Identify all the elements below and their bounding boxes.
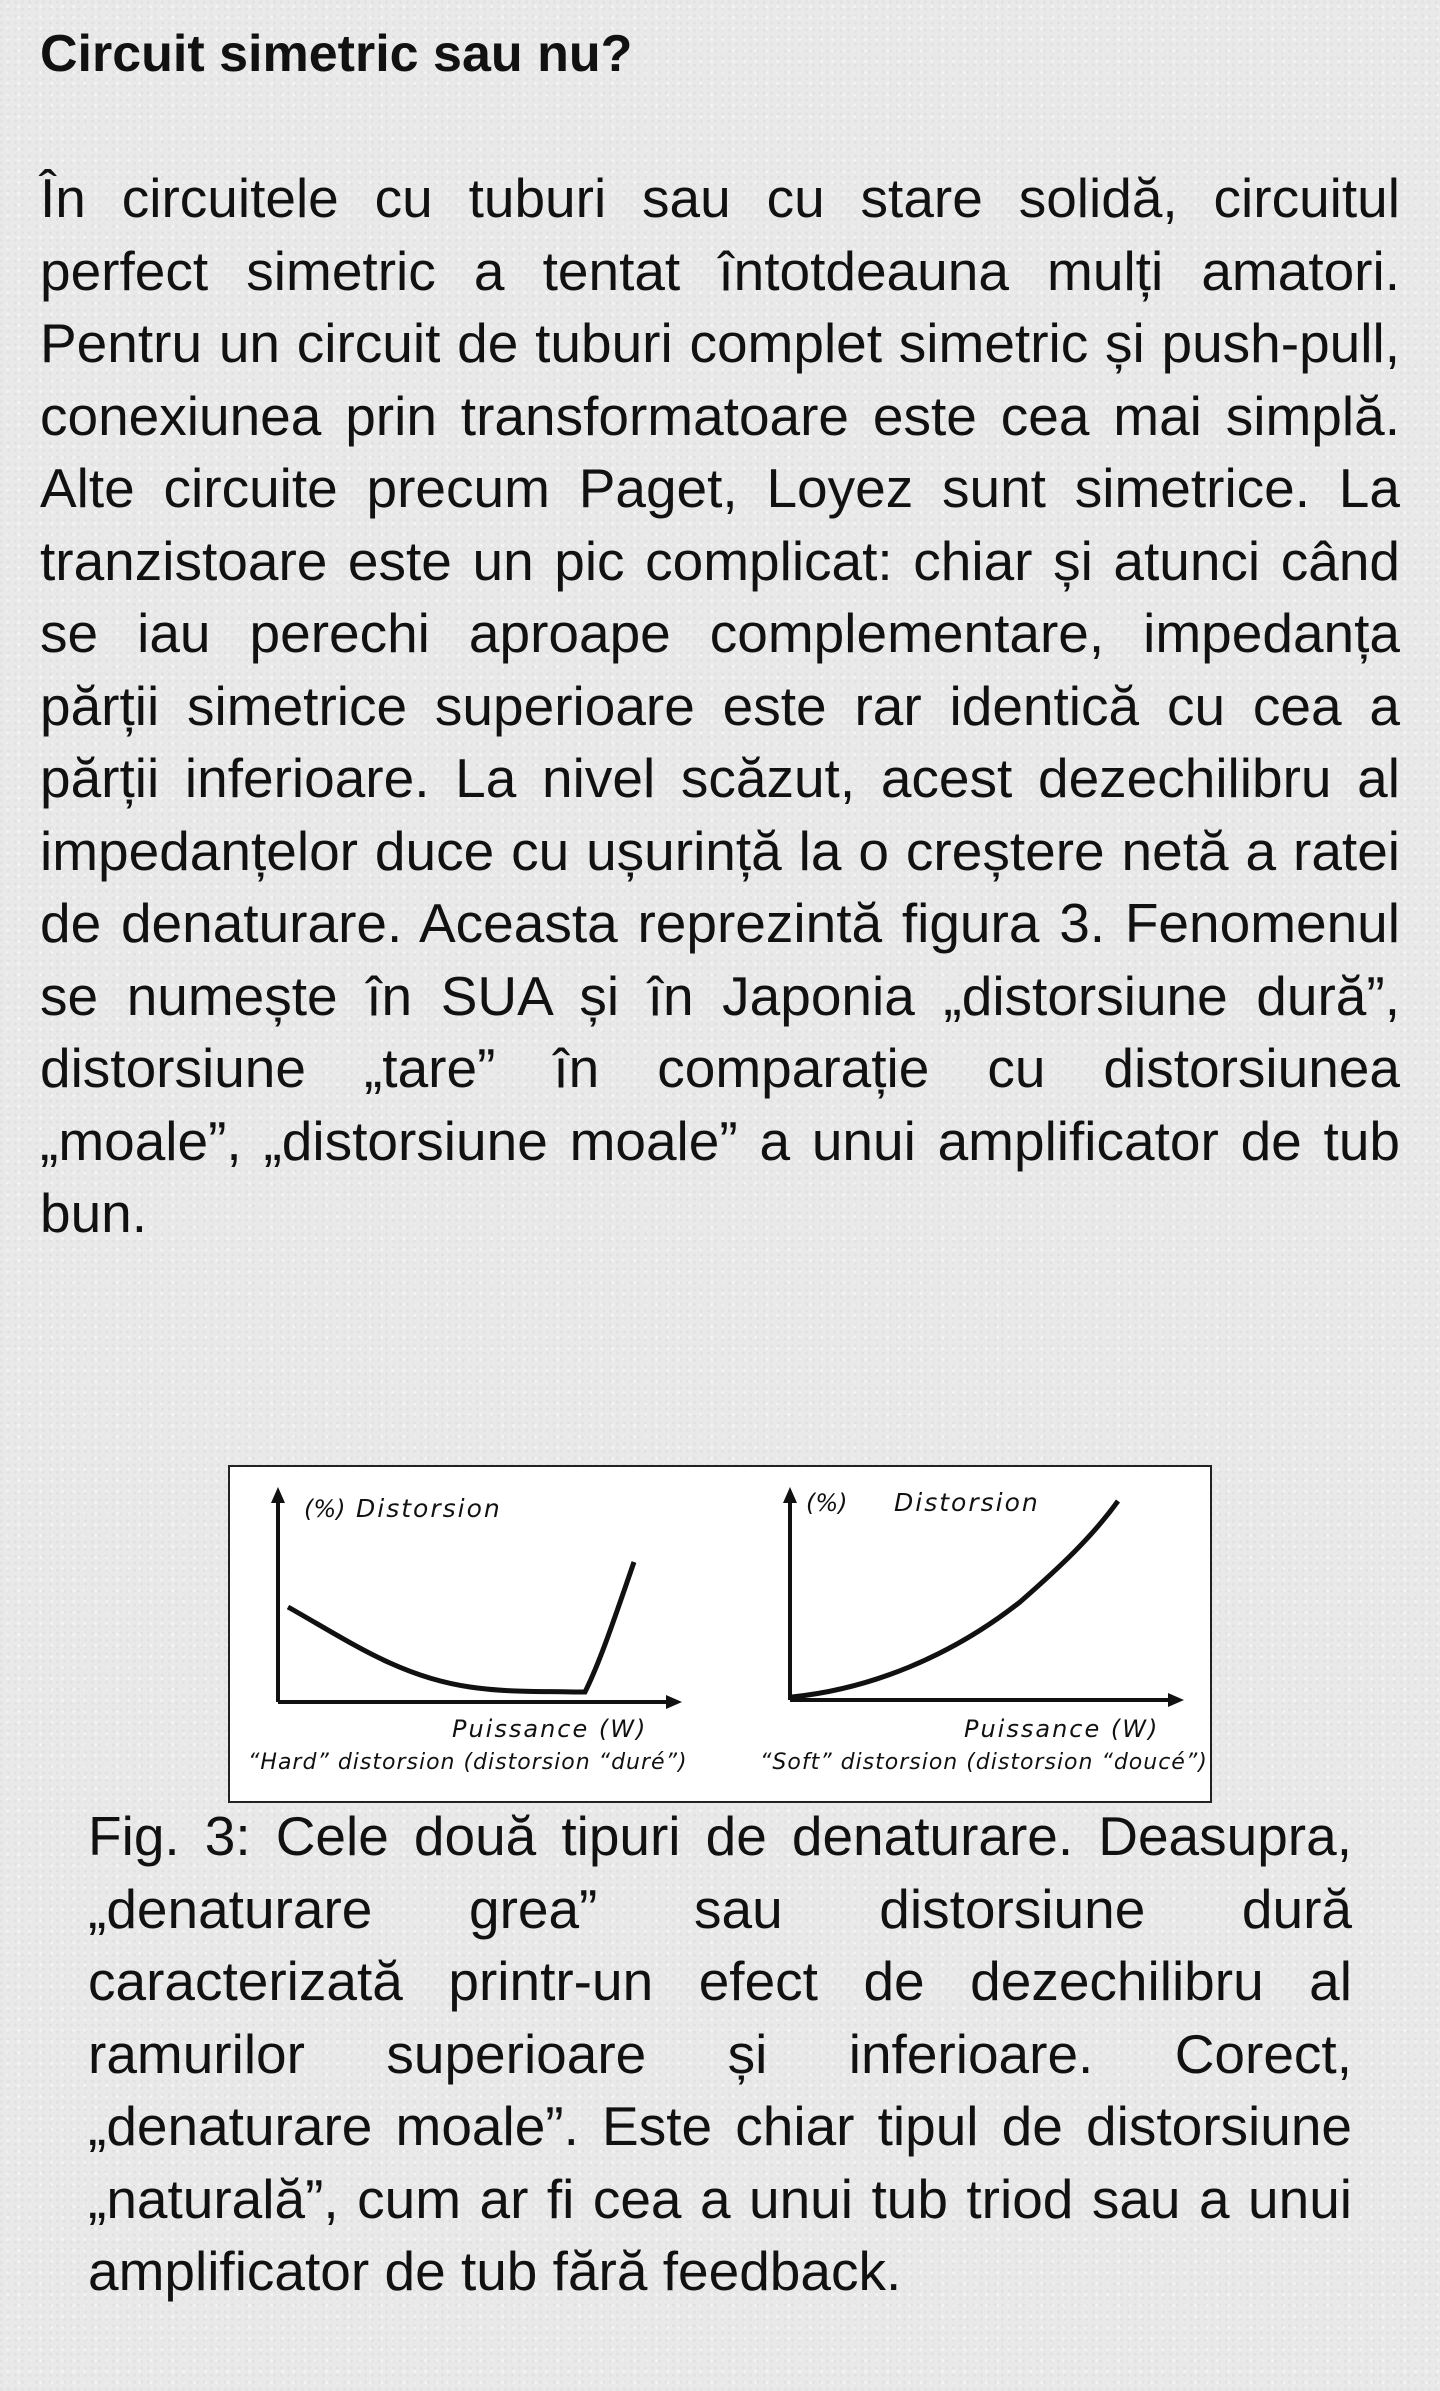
article-title: Circuit simetric sau nu? [40,25,633,83]
hard-distortion-graph [248,1487,688,1775]
soft-distortion-curve [792,1501,1118,1697]
left-ylabel-unit: (%) [304,1495,346,1523]
right-ylabel: Distorsion [894,1488,1040,1517]
article-body: În circuitele cu tuburi sau cu stare solidă, circuitul perfect simetric a tentat întotdeauna mulți amatori. Pentru un circuit de tuburi complet simetric și push-pull, conexiunea prin transformatoare este cea mai simplă. Alte circuite precum Paget, Loyez sunt simetrice. La tranzistoare este un pic complicat: chiar și atunci când se iau perechi aproape complementare, impedanța părții simetrice superioare este rar identică cu cea a părții inferioare. La nivel scăzut, acest dezechilibru al impedanțelor duce cu ușurință la o creștere netă a ratei de denaturare. Aceasta reprezintă figura 3. Fenomenul se numește în SUA și în Japonia „distorsiune dură”, distorsiune „tare” în comparație cu distorsiunea „moale”, „distorsiune moale” a unui amplificator de tub bun. [40,167,1400,1244]
left-graph-caption: “Hard” distorsion (distorsion “duré”) [248,1750,688,1775]
hard-distortion-curve [288,1562,634,1692]
figure-caption: Fig. 3: Cele două tipuri de denaturare. Deasupra, „denaturare grea” sau distorsiune dură caracterizată printr-un efect de dezechilibru al ramurilor superioare și inferioare. Corect, „denaturare moale”. Este chiar tipul de distorsiune „naturală”, cum ar fi cea a unui tub triod sau a unui amplificator de tub fără feedback. [88,1805,1352,2302]
figure-3-distortion-graphs [228,1465,1212,1803]
left-y-axis-arrow-icon [271,1487,285,1503]
left-ylabel: Distorsion [356,1494,502,1523]
right-graph-caption: “Soft” distorsion (distorsion “doucé”) [760,1750,1208,1775]
right-ylabel-unit: (%) [806,1489,848,1517]
soft-distortion-graph [760,1487,1208,1775]
right-y-axis-arrow-icon [783,1487,797,1503]
right-x-axis-arrow-icon [1168,1693,1184,1707]
right-xlabel: Puissance (W) [964,1715,1160,1743]
left-xlabel: Puissance (W) [452,1715,648,1743]
figure-svg [230,1467,1210,1801]
left-x-axis-arrow-icon [666,1695,682,1709]
